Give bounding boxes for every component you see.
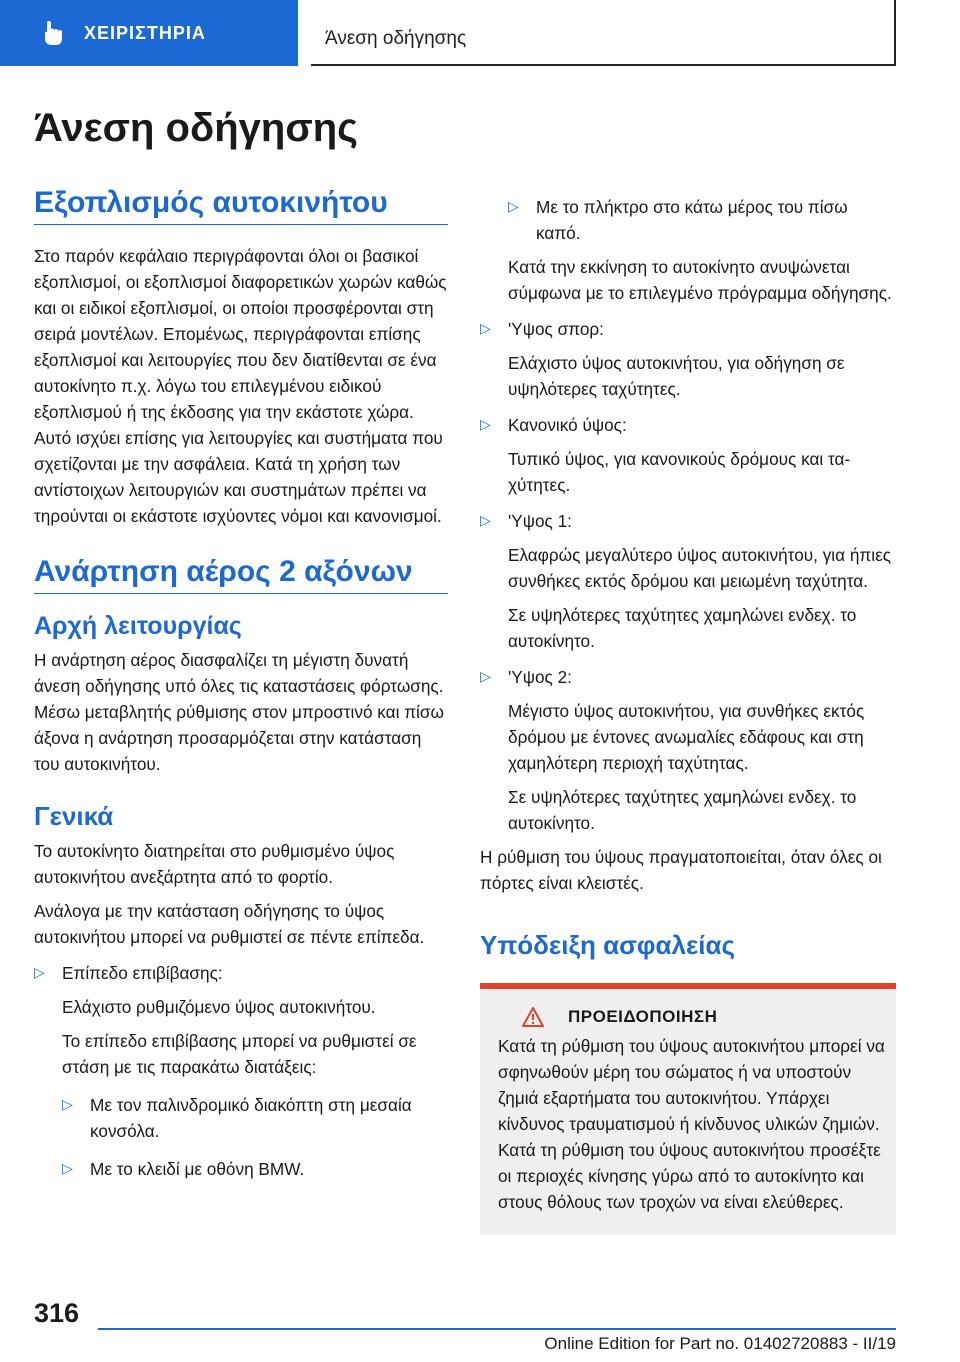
- item-text: Σε υψηλότερες ταχύτητες χαμηλώνει ενδεχ. το αυτοκίνητο.: [508, 787, 857, 833]
- sub-item-rocker-switch: [62, 1092, 448, 1144]
- sub-item-text: Με το κλειδί με οθόνη BMW.: [90, 1159, 305, 1179]
- paragraph-general-1: Το αυτοκίνητο διατηρείται στο ρυθμισμένο ύψος αυτοκινήτου ανεξάρτητα από το φορτίο.: [34, 841, 395, 887]
- paragraph-startup: Κατά την εκκίνηση το αυτοκίνητο ανυψώνεται σύμφωνα με το επιλεγμένο πρόγραμμα οδήγησης.: [508, 257, 892, 303]
- triangle-bullet-icon: ▷: [480, 320, 491, 336]
- item-text: Τυπικό ύψος, για κανονικούς δρόμους και ταχύτητες.: [508, 449, 851, 495]
- right-column: [480, 194, 896, 1235]
- paragraph-general-2: Ανάλογα με την κατάσταση οδήγησης το ύψος αυτοκινήτου μπορεί να ρυθμιστεί σε πέντε επίπεδα.: [34, 901, 425, 947]
- sub-item-text: Με το πλήκτρο στο κάτω μέρος του πίσω καπό.: [536, 197, 848, 243]
- item-text: Σε υψηλότερες ταχύτητες χαμηλώνει ενδεχ. το αυτοκίνητο.: [508, 605, 857, 651]
- section-tab-label: ΧΕΙΡΙΣΤΗΡΙΑ: [84, 22, 206, 43]
- item-title: 'Υψος 1:: [508, 511, 572, 531]
- paragraph-equipment: Στο παρόν κεφάλαιο περιγράφονται όλοι οι βασικοί εξοπλισμοί, οι εξοπλισμοί διαφορετικών χωρών καθώς και οι ειδικοί εξοπλισμοί, οι οποίοι προσφέρονται στη σειρά μοντέλων. Επομένως, περιγράφονται επίσης εξοπλισμοί και λειτουργίες που δεν διατίθενται σε ένα αυτοκίνητο π.χ. λόγω του επιλεγμένου ειδικού εξοπλισμού ή της έκδοσης για την εκάστοτε χώρα. Αυτό ισχύει επίσης για λειτουργίες και συστήματα που σχετίζονται με την ασφάλεια. Κατά τη χρήση των αντίστοιχων λειτουργιών και συστημάτων πρέπει να τηρούνται οι εκάστοτε ισχύοντες νόμοι και κανονισμοί.: [34, 246, 447, 526]
- heading-general: Γενικά: [34, 801, 114, 831]
- triangle-bullet-icon: ▷: [62, 1096, 73, 1112]
- paragraph-doors: Η ρύθμιση του ύψους πραγματοποιείται, όταν όλες οι πόρτες είναι κλειστές.: [480, 847, 882, 893]
- triangle-bullet-icon: ▷: [480, 668, 491, 684]
- warning-text: Κατά τη ρύθμιση του ύψους αυτοκινήτου μπορεί να σφηνωθούν μέρη του σώματος ή να υποστούν ζημιά εξαρτήματα του αυτοκινήτου. Υπάρχει κίνδυνος τραυματισμού ή κίνδυνος υλικών ζημιών. Κατά τη ρύθμιση του ύψους αυτοκινήτου προσέξτε οι περιοχές κίνησης γύρω από το αυτοκίνητο και στους θόλους των τροχών να είναι ελεύθερες.: [498, 1036, 885, 1212]
- heading-principle: Αρχή λειτουργίας: [34, 612, 242, 640]
- item-text: Το επίπεδο επιβίβασης μπορεί να ρυθμιστεί σε στάση με τις παρακάτω διατάξεις:: [62, 1031, 417, 1077]
- item-title: 'Υψος σπορ:: [508, 319, 604, 339]
- hand-pointer-icon: [40, 20, 64, 46]
- heading-air-suspension: Ανάρτηση αέρος 2 αξόνων: [34, 555, 448, 594]
- triangle-bullet-icon: ▷: [480, 416, 491, 432]
- list-item-entry-level: [34, 960, 448, 1182]
- warning-box: [480, 989, 896, 1235]
- paragraph-principle: Η ανάρτηση αέρος διασφαλίζει τη μέγιστη δυνατή άνεση οδήγησης υπό όλες τις καταστάσεις φόρτωσης. Μέσω μεταβλητής ρύθμισης στον μπροστινό και πίσω άξονα η ανάρτηση προσαρμόζεται στην κατάσταση του αυτοκινήτου.: [34, 650, 444, 774]
- section-tab[interactable]: [0, 0, 298, 66]
- warning-triangle-icon: [522, 1007, 544, 1027]
- triangle-bullet-icon: ▷: [480, 512, 491, 528]
- item-text: Ελάχιστο ρυθμιζόμενο ύψος αυτοκινήτου.: [62, 997, 376, 1017]
- triangle-bullet-icon: ▷: [34, 964, 45, 980]
- heading-safety: Υπόδειξη ασφαλείας: [480, 930, 736, 960]
- footer-edition: Online Edition for Part no. 01402720883 - II/19: [544, 1334, 896, 1353]
- sub-item-display-key: [62, 1156, 448, 1182]
- item-title: Κανονικό ύψος:: [508, 415, 627, 435]
- triangle-bullet-icon: ▷: [508, 198, 519, 214]
- item-text: Μέγιστο ύψος αυτοκινήτου, για συνθήκες εκτός δρόμου με έντονες ανωμαλίες εδάφους και στη χαμηλότερη περιοχή ταχύτητας.: [508, 701, 865, 773]
- footer-rule: [98, 1328, 896, 1330]
- page-title: Άνεση οδήγησης: [34, 106, 358, 150]
- item-title: 'Υψος 2:: [508, 667, 572, 687]
- sub-item-tailgate-button: [480, 194, 896, 246]
- breadcrumb: Άνεση οδήγησης: [311, 0, 896, 66]
- item-title: Επίπεδο επιβίβασης:: [62, 963, 223, 983]
- left-column: [34, 186, 448, 1182]
- item-text: Ελάχιστο ύψος αυτοκινήτου, για οδήγηση σε υψηλότερες ταχύτητες.: [508, 353, 845, 399]
- item-text: Ελαφρώς μεγαλύτερο ύψος αυτοκινήτου, για ήπιες συνθήκες εκτός δρόμου και μειωμένη ταχύτητα.: [508, 545, 892, 591]
- page-number: 316: [34, 1298, 80, 1328]
- list-item-normal-height: [480, 412, 896, 498]
- triangle-bullet-icon: ▷: [62, 1160, 73, 1176]
- list-item-height-1: [480, 508, 896, 654]
- list-item-height-2: [480, 664, 896, 836]
- sub-item-text: Με τον παλινδρομικό διακόπτη στη μεσαία κονσόλα.: [90, 1095, 412, 1141]
- warning-label: ΠΡΟΕΙΔΟΠΟΙΗΣΗ: [568, 1007, 718, 1026]
- heading-equipment: Εξοπλισμός αυτοκινήτου: [34, 186, 448, 225]
- list-item-sport-height: [480, 316, 896, 402]
